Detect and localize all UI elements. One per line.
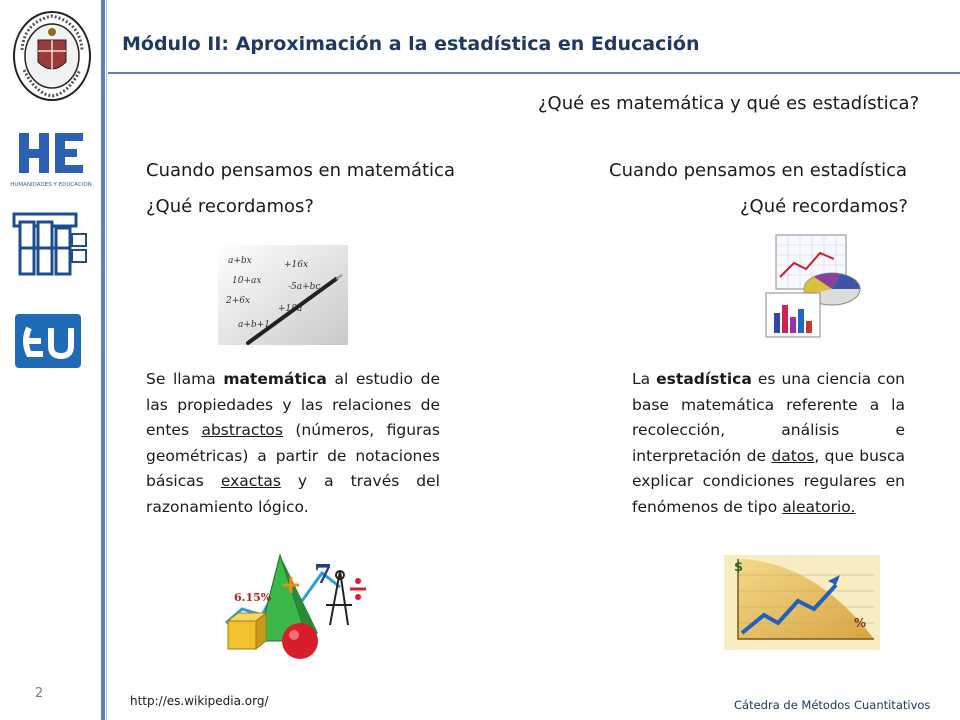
stats-term: estadística — [656, 370, 752, 388]
plus-label: + — [280, 570, 302, 600]
escuela-logo — [14, 214, 90, 280]
slide-title: Módulo II: Aproximación a la estadística en Educación — [122, 33, 700, 55]
chair-name: Cátedra de Métodos Cuantitativos — [734, 698, 931, 712]
hw-line-7: a+b+1 — [238, 320, 270, 330]
dollar-label: $ — [734, 560, 744, 575]
percent-sign-label: % — [854, 616, 867, 630]
math-term: matemática — [223, 370, 327, 388]
exactas-link[interactable]: exactas — [220, 472, 281, 491]
datos-link[interactable]: datos — [771, 446, 815, 465]
geometry-shapes-image — [222, 553, 366, 665]
sidebar-divider-thin — [106, 0, 107, 720]
humanidades-logo — [10, 127, 92, 191]
handwritten-math-image — [218, 245, 348, 345]
hw-line-1: a+bx — [228, 256, 252, 266]
hw-line-4: -5a+bc — [288, 282, 321, 292]
aleatorio-link[interactable]: aleatorio. — [782, 497, 856, 516]
percent-label: 6.15% — [234, 591, 272, 604]
stats-question: ¿Qué recordamos? — [740, 196, 908, 217]
math-heading: Cuando pensamos en matemática — [146, 160, 455, 181]
hw-line-2: +16x — [284, 260, 309, 270]
growth-chart-image — [724, 555, 880, 650]
hw-line-6: +18a — [278, 304, 303, 314]
stats-heading: Cuando pensamos en estadística — [609, 160, 908, 181]
stats-definition: La estadística es una ciencia con base matemática referente a la recolección, análisis e interpretación de datos, que busca explicar condiciones regulares en fenómenos de tipo aleatorio. — [632, 370, 906, 516]
source-url-link[interactable]: http://es.wikipedia.org/ — [130, 694, 269, 708]
hw-line-5: 2+6x — [226, 296, 251, 306]
title-underline — [108, 72, 960, 74]
math-definition: Se llama matemática al estudio de las propiedades y las relaciones de entes abstractos (números, figuras geométricas) a partir de notaciones básicas exactas y a través del razonamiento lógico. — [146, 370, 440, 516]
hw-line-3: 10+ax — [232, 276, 262, 286]
stats-charts-image — [764, 233, 864, 340]
page-number: 2 — [35, 686, 44, 701]
sidebar-divider — [101, 0, 105, 720]
math-question: ¿Qué recordamos? — [146, 196, 314, 217]
svg-text:HUMANIDADES Y EDUCACION: HUMANIDADES Y EDUCACION — [10, 182, 92, 188]
abstractos-link[interactable]: abstractos — [201, 421, 283, 440]
eu-logo — [15, 314, 81, 368]
university-seal-logo — [12, 10, 92, 102]
seven-label: 7 — [314, 560, 333, 590]
slide-subtitle: ¿Qué es matemática y qué es estadística? — [538, 93, 920, 114]
